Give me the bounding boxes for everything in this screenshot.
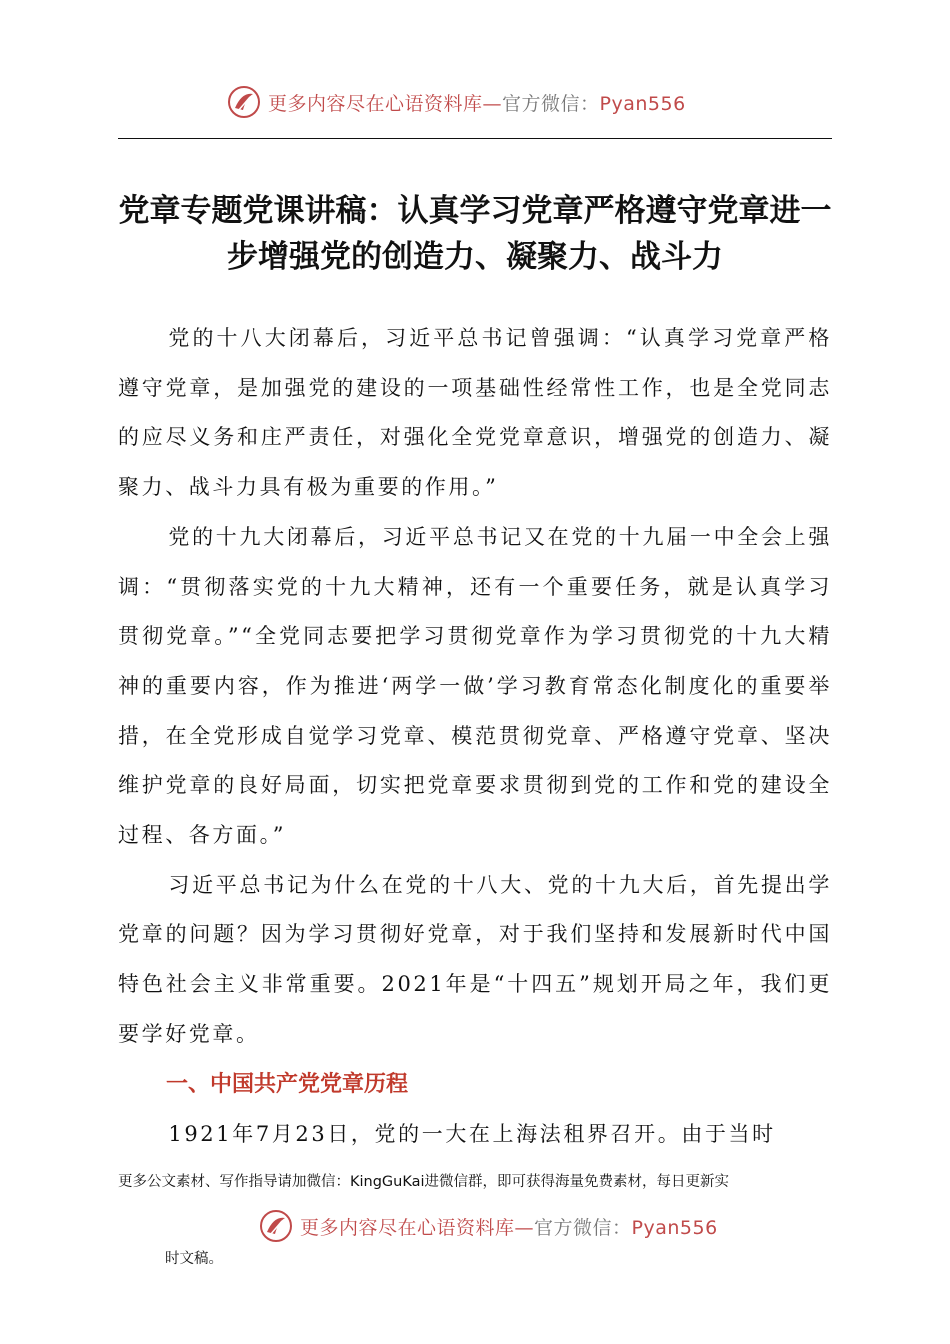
header-brand <box>226 84 686 120</box>
paragraph-1: 党的十八大闭幕后，习近平总书记曾强调：“认真学习党章严格遵守党章，是加强党的建设的一项基础性经常性工作，也是全党同志的应尽义务和庄严责任，对强化全党党章意识，增强党的创造力、凝聚力、战斗力具有极为重要的作用。” <box>118 326 832 500</box>
brand-logo-icon <box>258 1208 294 1244</box>
brand-logo-icon <box>226 84 262 120</box>
footer-note: 更多公文素材、写作指导请加微信：KingGuKai进微信群，即可获得海量免费素材，每日更新实 <box>118 1174 730 1190</box>
brand-separator: — <box>482 92 503 115</box>
brand-wechat-id: Pyan556 <box>631 1216 718 1239</box>
paragraph-2: 党的十九大闭幕后，习近平总书记又在党的十九届一中全会上强调：“贯彻落实党的十九大精神，还有一个重要任务，就是认真学习贯彻党章。”“全党同志要把学习贯彻党章作为学习贯彻党的十九大精神的重要内容，作为推进‘两学一做’学习教育常态化制度化的重要举措，在全党形成自觉学习党章、模范贯彻党章、严格遵守党章、坚决维护党章的良好局面，切实把党章要求贯彻到党的工作和党的建设全过程、各方面。” <box>118 524 832 848</box>
brand-name: 更多内容尽在心语资料库 <box>300 1216 515 1239</box>
paragraph-3: 习近平总书记为什么在党的十八大、党的十九大后，首先提出学党章的问题？因为学习贯彻好党章，对于我们坚持和发展新时代中国特色社会主义非常重要。2021年是“十四五”规划开局之年，我们更要学好党章。 <box>118 872 832 1046</box>
header-divider <box>118 138 832 139</box>
brand-wechat-label: 官方微信： <box>502 92 600 115</box>
section-heading: 一、中国共产党党章历程 <box>166 1071 409 1097</box>
brand-separator: — <box>514 1216 535 1239</box>
footer-brand-text <box>300 1213 718 1240</box>
document-title: 党章专题党课讲稿：认真学习党章严格遵守党章进一步增强党的创造力、凝聚力、战斗力 <box>118 193 832 275</box>
brand-wechat-label: 官方微信： <box>534 1216 632 1239</box>
section-paragraph: 1921年7月23日，党的一大在上海法租界召开。由于当时 <box>168 1121 776 1146</box>
footer-brand <box>258 1208 718 1244</box>
header-brand-text <box>268 89 686 116</box>
brand-name: 更多内容尽在心语资料库 <box>268 92 483 115</box>
document-body <box>118 314 832 1159</box>
footer-note-tail: 时文稿。 <box>165 1251 223 1267</box>
brand-wechat-id: Pyan556 <box>599 92 686 115</box>
